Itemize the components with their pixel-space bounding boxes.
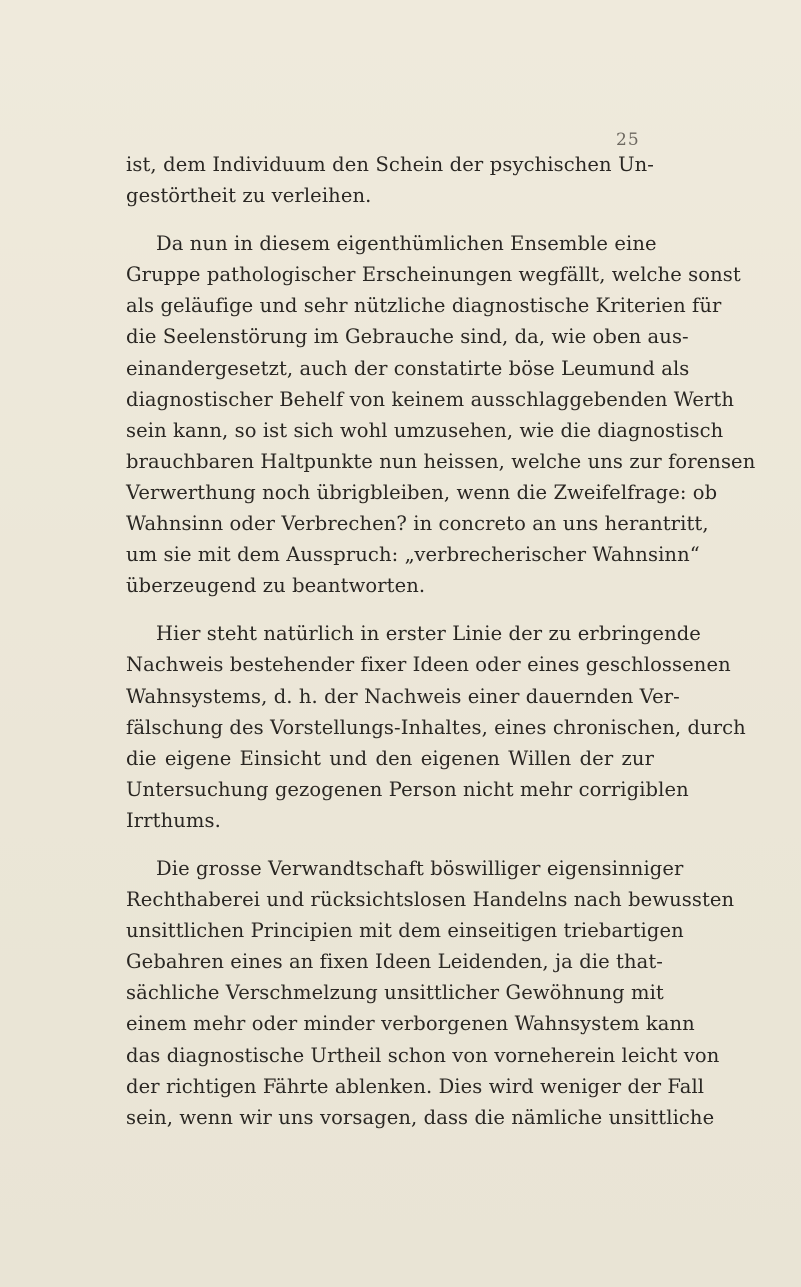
text-line: brauchbaren Haltpunkte nun heissen, welche uns zur forensen (126, 449, 756, 473)
text-line: überzeugend zu beantworten. (126, 574, 426, 598)
text-line: ist, dem Individuum den Schein der psychischen Un- (126, 153, 654, 176)
text-line: der richtigen Fährte ablenken. Dies wird weniger der Fall (126, 1074, 705, 1098)
text-line: einem mehr oder minder verborgenen Wahnsystem kann (126, 1012, 695, 1036)
text-line: sein, wenn wir uns vorsagen, dass die nämliche unsittliche (126, 1105, 715, 1129)
page-number: 25 (616, 130, 640, 150)
text-line: Wahnsinn oder Verbrechen? in concreto an uns herantritt, (126, 512, 709, 536)
text-line: Nachweis bestehender fixer Ideen oder eines geschlossenen (126, 653, 731, 677)
text-line: einandergesetzt, auch der constatirte böse Leumund als (126, 356, 690, 380)
text-line: Da nun in diesem eigenthümlichen Ensemble eine (156, 232, 657, 256)
text-line: unsittlichen Principien mit dem einseitigen triebartigen (126, 919, 684, 943)
text-line: Gruppe pathologischer Erscheinungen wegfällt, welche sonst (126, 263, 741, 287)
text-line: gestörtheit zu verleihen. (126, 184, 372, 208)
text-line: Irrthums. (126, 808, 221, 832)
text-line: Hier steht natürlich in erster Linie der zu erbringende (156, 622, 701, 646)
text-line: Verwerthung noch übrigbleiben, wenn die Zweifelfrage: ob (126, 480, 718, 504)
body-text (126, 149, 756, 1133)
text-line: die eigene Einsicht und den eigenen Willen der zur (126, 746, 654, 770)
text-line: Wahnsystems, d. h. der Nachweis einer dauernden Ver- (126, 684, 680, 708)
text-line: um sie mit dem Ausspruch: „verbrecherischer Wahnsinn“ (126, 543, 700, 567)
text-line: Untersuchung gezogenen Person nicht mehr corrigiblen (126, 777, 689, 801)
paragraph-3 (126, 618, 746, 836)
text-line: sächliche Verschmelzung unsittlicher Gewöhnung mit (126, 981, 664, 1005)
text-line: die Seelenstörung im Gebrauche sind, da, wie oben aus- (126, 325, 689, 349)
text-line: diagnostischer Behelf von keinem ausschlaggebenden Werth (126, 387, 734, 411)
text-line: Gebahren eines an fixen Ideen Leidenden, ja die that- (126, 950, 663, 974)
paragraph-2 (126, 228, 756, 601)
text-line: sein kann, so ist sich wohl umzusehen, wie die diagnostisch (126, 418, 724, 442)
paragraph-1 (126, 149, 654, 211)
text-line: Die grosse Verwandtschaft böswilliger eigensinniger (156, 856, 684, 880)
text-line: als geläufige und sehr nützliche diagnostische Kriterien für (126, 294, 722, 318)
text-line: Rechthaberei und rücksichtslosen Handelns nach bewussten (126, 888, 735, 912)
text-line: das diagnostische Urtheil schon von vorneherein leicht von (126, 1043, 720, 1067)
paragraph-4 (126, 853, 735, 1133)
text-line: fälschung des Vorstellungs-Inhaltes, eines chronischen, durch (126, 715, 746, 739)
